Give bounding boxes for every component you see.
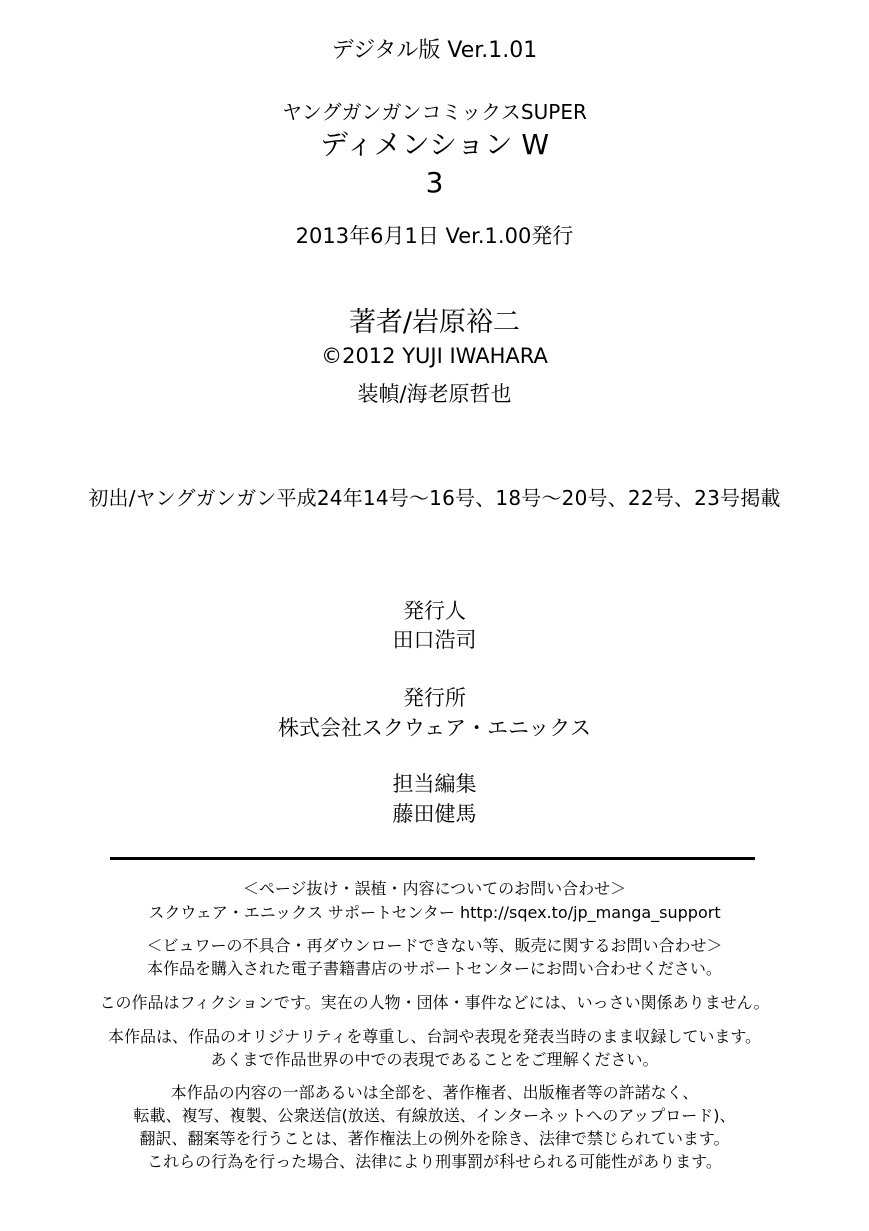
viewer-inquiry-text: 本作品を購入された電子書籍書店のサポートセンターにお問い合わせください。 <box>147 959 722 978</box>
viewer-inquiry-title: ＜ビュワーの不具合・再ダウンロードできない等、販売に関するお問い合わせ＞ <box>146 936 723 955</box>
design-credit: 装幀/海老原哲也 <box>357 382 512 406</box>
publish-date: 2013年6月1日 Ver.1.00発行 <box>295 224 574 248</box>
editor-label: 担当編集 <box>392 772 477 796</box>
publisher-label: 発行人 <box>403 599 466 623</box>
section-divider <box>110 857 755 860</box>
copyright-notice-line-2: 転載、複写、複製、公衆送信(放送、有線放送、インターネットへのアップロード)、 <box>133 1106 736 1125</box>
series-label: ヤングガンガンコミックスSUPER <box>282 100 587 124</box>
office-name: 株式会社スクウェア・エニックス <box>277 716 592 740</box>
first-publication: 初出/ヤングガンガン平成24年14号〜16号、18号〜20号、22号、23号掲載 <box>88 486 781 510</box>
volume-number: 3 <box>425 166 444 199</box>
editor-name: 藤田健馬 <box>392 802 477 826</box>
copyright-credit: ©2012 YUJI IWAHARA <box>321 344 548 368</box>
publisher-name: 田口浩司 <box>392 628 477 652</box>
fiction-disclaimer: この作品はフィクションです。実在の人物・団体・事件などには、いっさい関係ありません。 <box>99 993 770 1012</box>
author-credit: 著者/岩原裕二 <box>348 307 521 338</box>
copyright-notice-line-4: これらの行為を行った場合、法律により刑事罰が科せられる可能性があります。 <box>147 1152 722 1171</box>
office-label: 発行所 <box>403 686 466 710</box>
originality-note-line-1: 本作品は、作品のオリジナリティを尊重し、台詞や表現を発表当時のまま収録しています。 <box>107 1027 762 1046</box>
version-note: デジタル版 Ver.1.01 <box>331 38 538 63</box>
copyright-notice-line-3: 翻訳、翻案等を行うことは、著作権法上の例外を除き、法律で禁じられています。 <box>139 1129 730 1148</box>
inquiry-contact: スクウェア・エニックス サポートセンター http://sqex.to/jp_manga_support <box>148 903 721 922</box>
copyright-notice-line-1: 本作品の内容の一部あるいは全部を、著作権者、出版権者等の許諾なく、 <box>170 1083 699 1102</box>
inquiry-title: ＜ページ抜け・誤植・内容についてのお問い合わせ＞ <box>242 879 627 898</box>
book-title: ディメンション W <box>319 128 550 161</box>
originality-note-line-2: あくまで作品世界の中での表現であることをご理解ください。 <box>210 1050 659 1069</box>
